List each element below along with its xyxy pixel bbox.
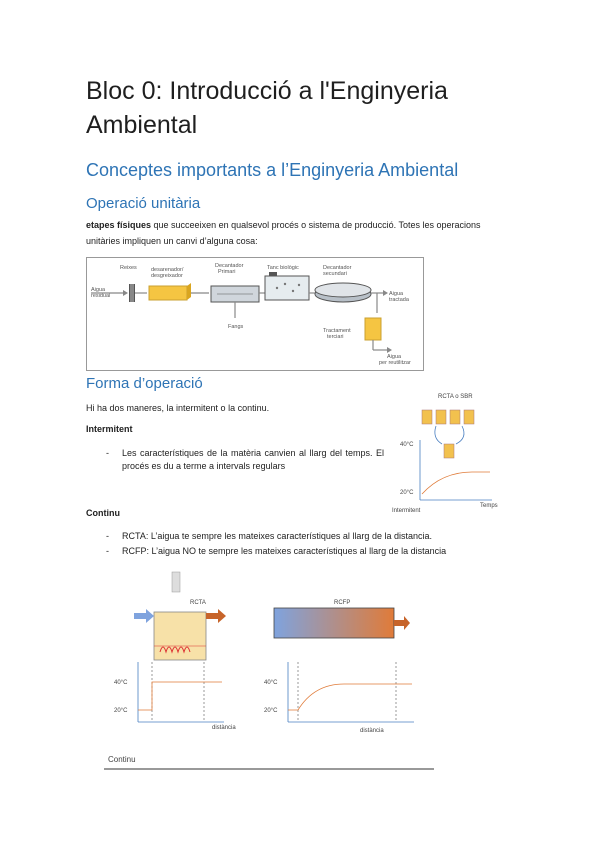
label-tractament-terciari: Tractament — [323, 328, 351, 334]
graph2-40: 40°C — [264, 680, 278, 686]
label-continu: Continu — [86, 508, 120, 518]
side-ylab-20: 20°C — [400, 490, 414, 496]
svg-text:Primari: Primari — [218, 269, 236, 275]
reixes-icon — [129, 284, 135, 302]
inflow-arrow-icon — [134, 609, 154, 623]
label-aigua-residual: Aigua — [91, 287, 106, 293]
rcfp-outflow-arrow-icon — [394, 616, 410, 630]
label-tanc-biologic: Tanc biològic — [267, 265, 299, 271]
outflow-arrow-icon — [206, 609, 226, 623]
paragraph-forma-intro: Hi ha dos maneres, la intermitent o la continu. — [86, 403, 270, 413]
rcfp-label: RCFP — [334, 600, 351, 606]
graph1-40: 40°C — [114, 680, 128, 686]
list-item-rcta: - RCTA: L’aigua te sempre les mateixes característiques al llarg de la distancia. — [106, 531, 432, 541]
svg-text:secundari: secundari — [323, 271, 347, 277]
list-item-rcfp: - RCFP: L’aigua NO te sempre les mateixes característiques al llarg de la distancia — [106, 546, 447, 556]
graph1-20: 20°C — [114, 708, 128, 714]
stirrer-icon — [172, 572, 180, 592]
label-decantador-primari: Decantador — [215, 263, 244, 269]
label-decantador-secundari: Decantador — [323, 265, 352, 271]
rcta-reactor — [154, 612, 206, 660]
page-title: Bloc 0: Introducció a l'Enginyeria Ambiental — [86, 77, 448, 139]
paragraph-operacio-unitaria — [86, 217, 506, 249]
side-xlab: Temps — [480, 503, 498, 509]
label-aigua-tractada: Aigua — [389, 291, 404, 297]
svg-text:per reutilitzar: per reutilitzar — [379, 360, 411, 366]
svg-text:desgreixador: desgreixador — [151, 273, 183, 279]
list-item-intermitent: - Les característiques de la matèria canvien al llarg del temps. El procés es du a terme a intervals regulars — [106, 448, 384, 471]
label-intermitent: Intermitent — [86, 424, 133, 434]
svg-text:tractada: tractada — [389, 297, 409, 303]
tractament-terciari-icon — [365, 318, 381, 340]
svg-text:terciari: terciari — [327, 334, 344, 340]
figure-caption: Continu — [108, 755, 136, 764]
intermitent-figure — [392, 384, 502, 512]
paragraph-rest: que succeeixen en qualsevol procés o sistema de producció. Totes les operacions unitàries impliquen un canvi d’alguna cosa: — [86, 220, 481, 246]
side-ylab-40: 40°C — [400, 442, 414, 448]
graph2-curve — [288, 684, 412, 710]
fig-title-rcta-sbr: RCTA o SBR — [438, 394, 473, 400]
label-desarenador: desarenador/ — [151, 267, 184, 273]
desarenador-icon — [149, 286, 187, 300]
subheading-operacio-unitaria: Operació unitària — [86, 195, 201, 212]
bold-term: etapes físiques — [86, 220, 152, 230]
tanc-biologic-icon — [265, 276, 309, 300]
rcfp-reactor — [274, 608, 394, 638]
process-diagram-svg — [87, 258, 423, 370]
graph1-xlab: distància — [212, 725, 236, 731]
graph2-xlab: distància — [360, 728, 384, 734]
label-reixes: Reixes — [120, 265, 137, 271]
subheading-forma-operacio: Forma d’operació — [86, 375, 203, 392]
process-diagram — [86, 257, 424, 371]
label-fangs: Fangs — [228, 324, 244, 330]
label-aigua-reutilitzar: Aigua — [387, 354, 402, 360]
svg-text:residual: residual — [91, 293, 111, 299]
side-caption: Intermitent — [392, 508, 421, 512]
section-heading: Conceptes importants a l’Enginyeria Ambiental — [86, 160, 459, 180]
graph1-line — [138, 682, 222, 710]
continu-figure — [104, 568, 444, 773]
graph2-20: 20°C — [264, 708, 278, 714]
rcta-label: RCTA — [190, 600, 206, 606]
